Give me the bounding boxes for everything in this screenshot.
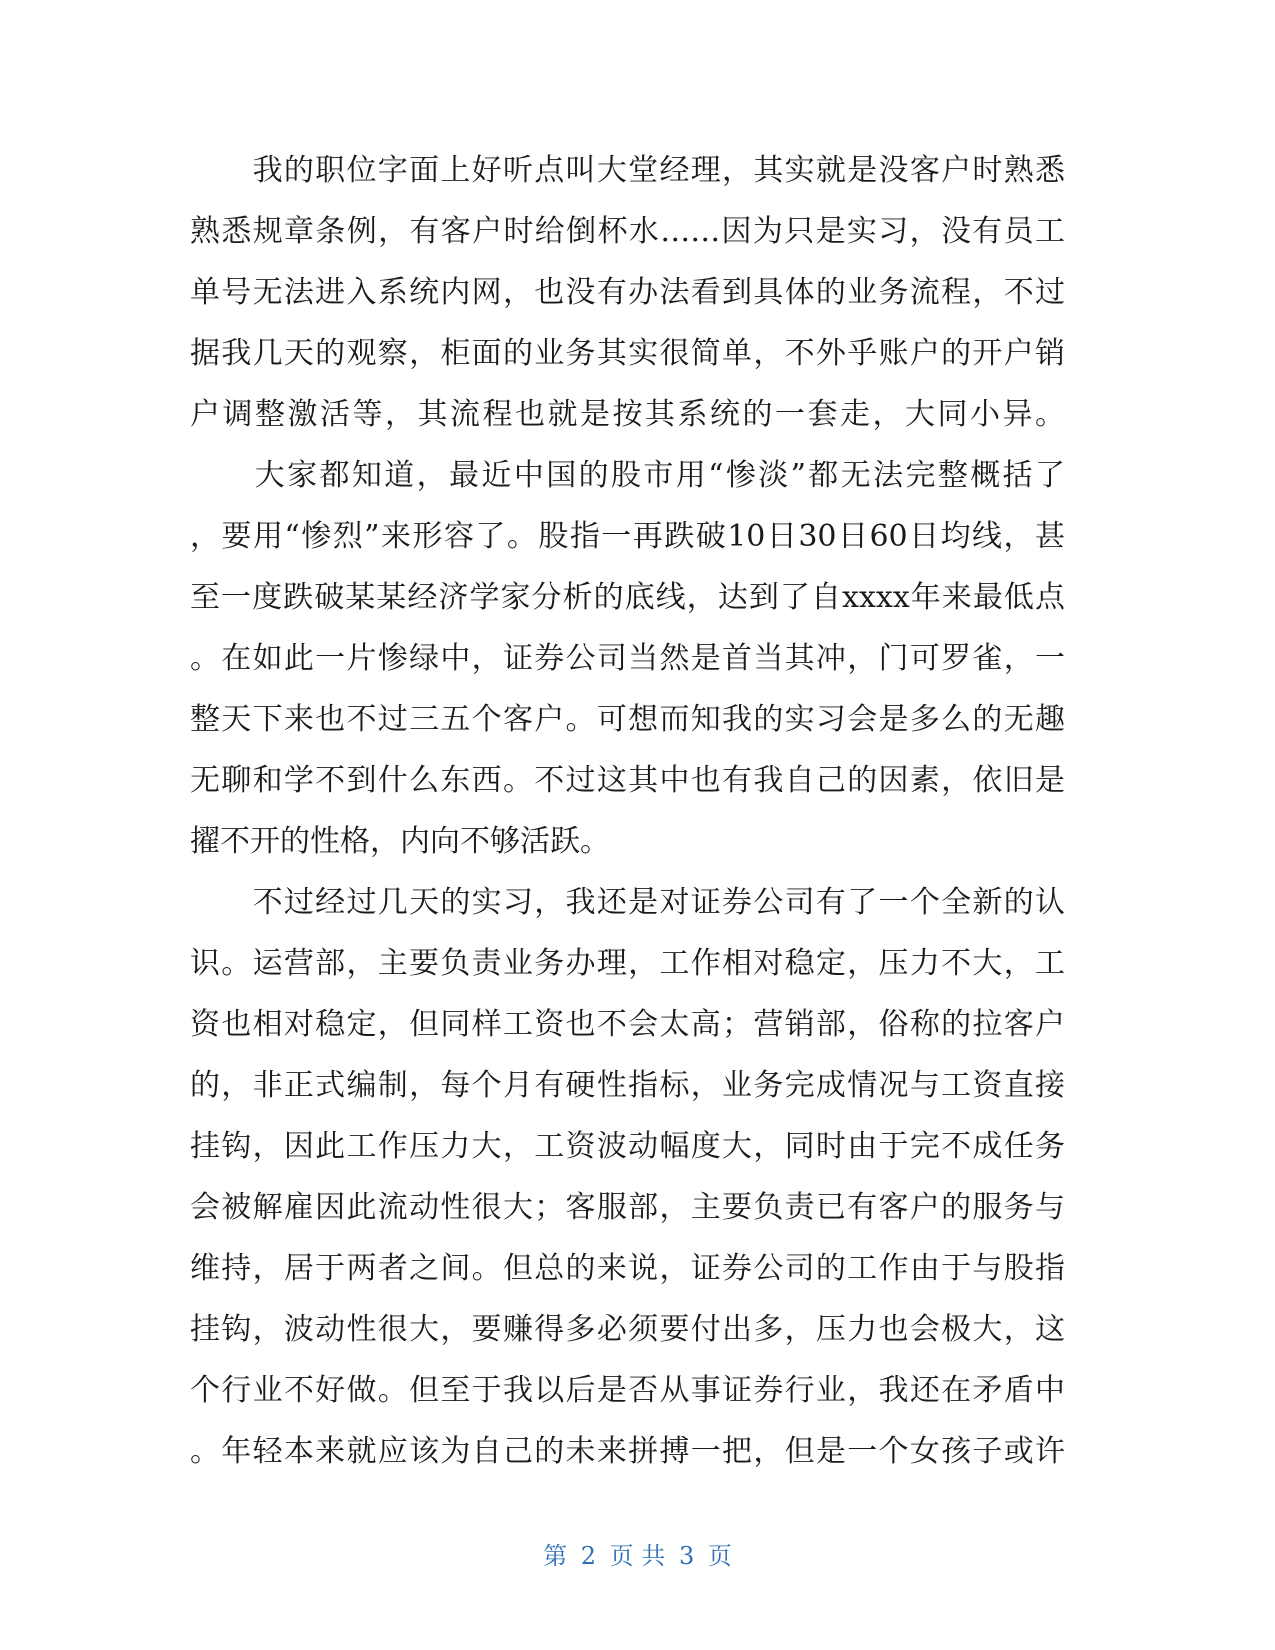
text-line: 至一度跌破某某经济学家分析的底线，达到了自xxxx年来最低点	[190, 580, 1065, 615]
text-line: 。年轻本来就应该为自己的未来拼搏一把，但是一个女孩子或许	[190, 1434, 1065, 1469]
text-line: 挂钩，因此工作压力大，工资波动幅度大，同时由于完不成任务	[190, 1129, 1065, 1164]
text-line: 擢不开的性格，内向不够活跃。	[190, 824, 610, 859]
text-line: 资也相对稳定，但同样工资也不会太高；营销部，俗称的拉客户	[190, 1007, 1065, 1042]
text-line: 个行业不好做。但至于我以后是否从事证券行业，我还在矛盾中	[190, 1373, 1065, 1408]
text-line: 熟悉规章条例，有客户时给倒杯水……因为只是实习，没有员工	[190, 214, 1065, 249]
text-line: 单号无法进入系统内网，也没有办法看到具体的业务流程，不过	[190, 275, 1065, 310]
text-line: 维持，居于两者之间。但总的来说，证券公司的工作由于与股指	[190, 1251, 1065, 1286]
text-line: 会被解雇因此流动性很大；客服部，主要负责已有客户的服务与	[190, 1190, 1065, 1225]
footer-middle: 页 共	[609, 1542, 666, 1570]
footer-prefix: 第	[543, 1542, 568, 1570]
footer-suffix: 页	[707, 1542, 732, 1570]
text-line: 据我几天的观察，柜面的业务其实很简单，不外乎账户的开户销	[190, 336, 1065, 371]
text-line: 不过经过几天的实习，我还是对证券公司有了一个全新的认	[190, 885, 1065, 920]
text-line: 我的职位字面上好听点叫大堂经理，其实就是没客户时熟悉	[190, 153, 1065, 188]
footer-current-page: 2	[580, 1542, 597, 1570]
text-line: 整天下来也不过三五个客户。可想而知我的实习会是多么的无趣	[190, 702, 1065, 737]
text-line: 无聊和学不到什么东西。不过这其中也有我自己的因素，依旧是	[190, 763, 1065, 798]
text-line: 。在如此一片惨绿中，证券公司当然是首当其冲，门可罗雀，一	[190, 641, 1065, 676]
text-line: 大家都知道，最近中国的股市用“惨淡”都无法完整概括了	[190, 458, 1065, 493]
text-line: 挂钩，波动性很大，要赚得多必须要付出多，压力也会极大，这	[190, 1312, 1065, 1347]
text-line: 户调整激活等，其流程也就是按其系统的一套走，大同小异。	[190, 397, 1065, 432]
body-text	[190, 140, 1065, 1482]
text-line: ，要用“惨烈”来形容了。股指一再跌破10日30日60日均线，甚	[190, 519, 1065, 554]
text-line: 识。运营部，主要负责业务办理，工作相对稳定，压力不大，工	[190, 946, 1065, 981]
text-line: 的，非正式编制，每个月有硬性指标，业务完成情况与工资直接	[190, 1068, 1065, 1103]
footer-total-pages: 3	[678, 1542, 695, 1570]
page-footer	[0, 1540, 1275, 1572]
